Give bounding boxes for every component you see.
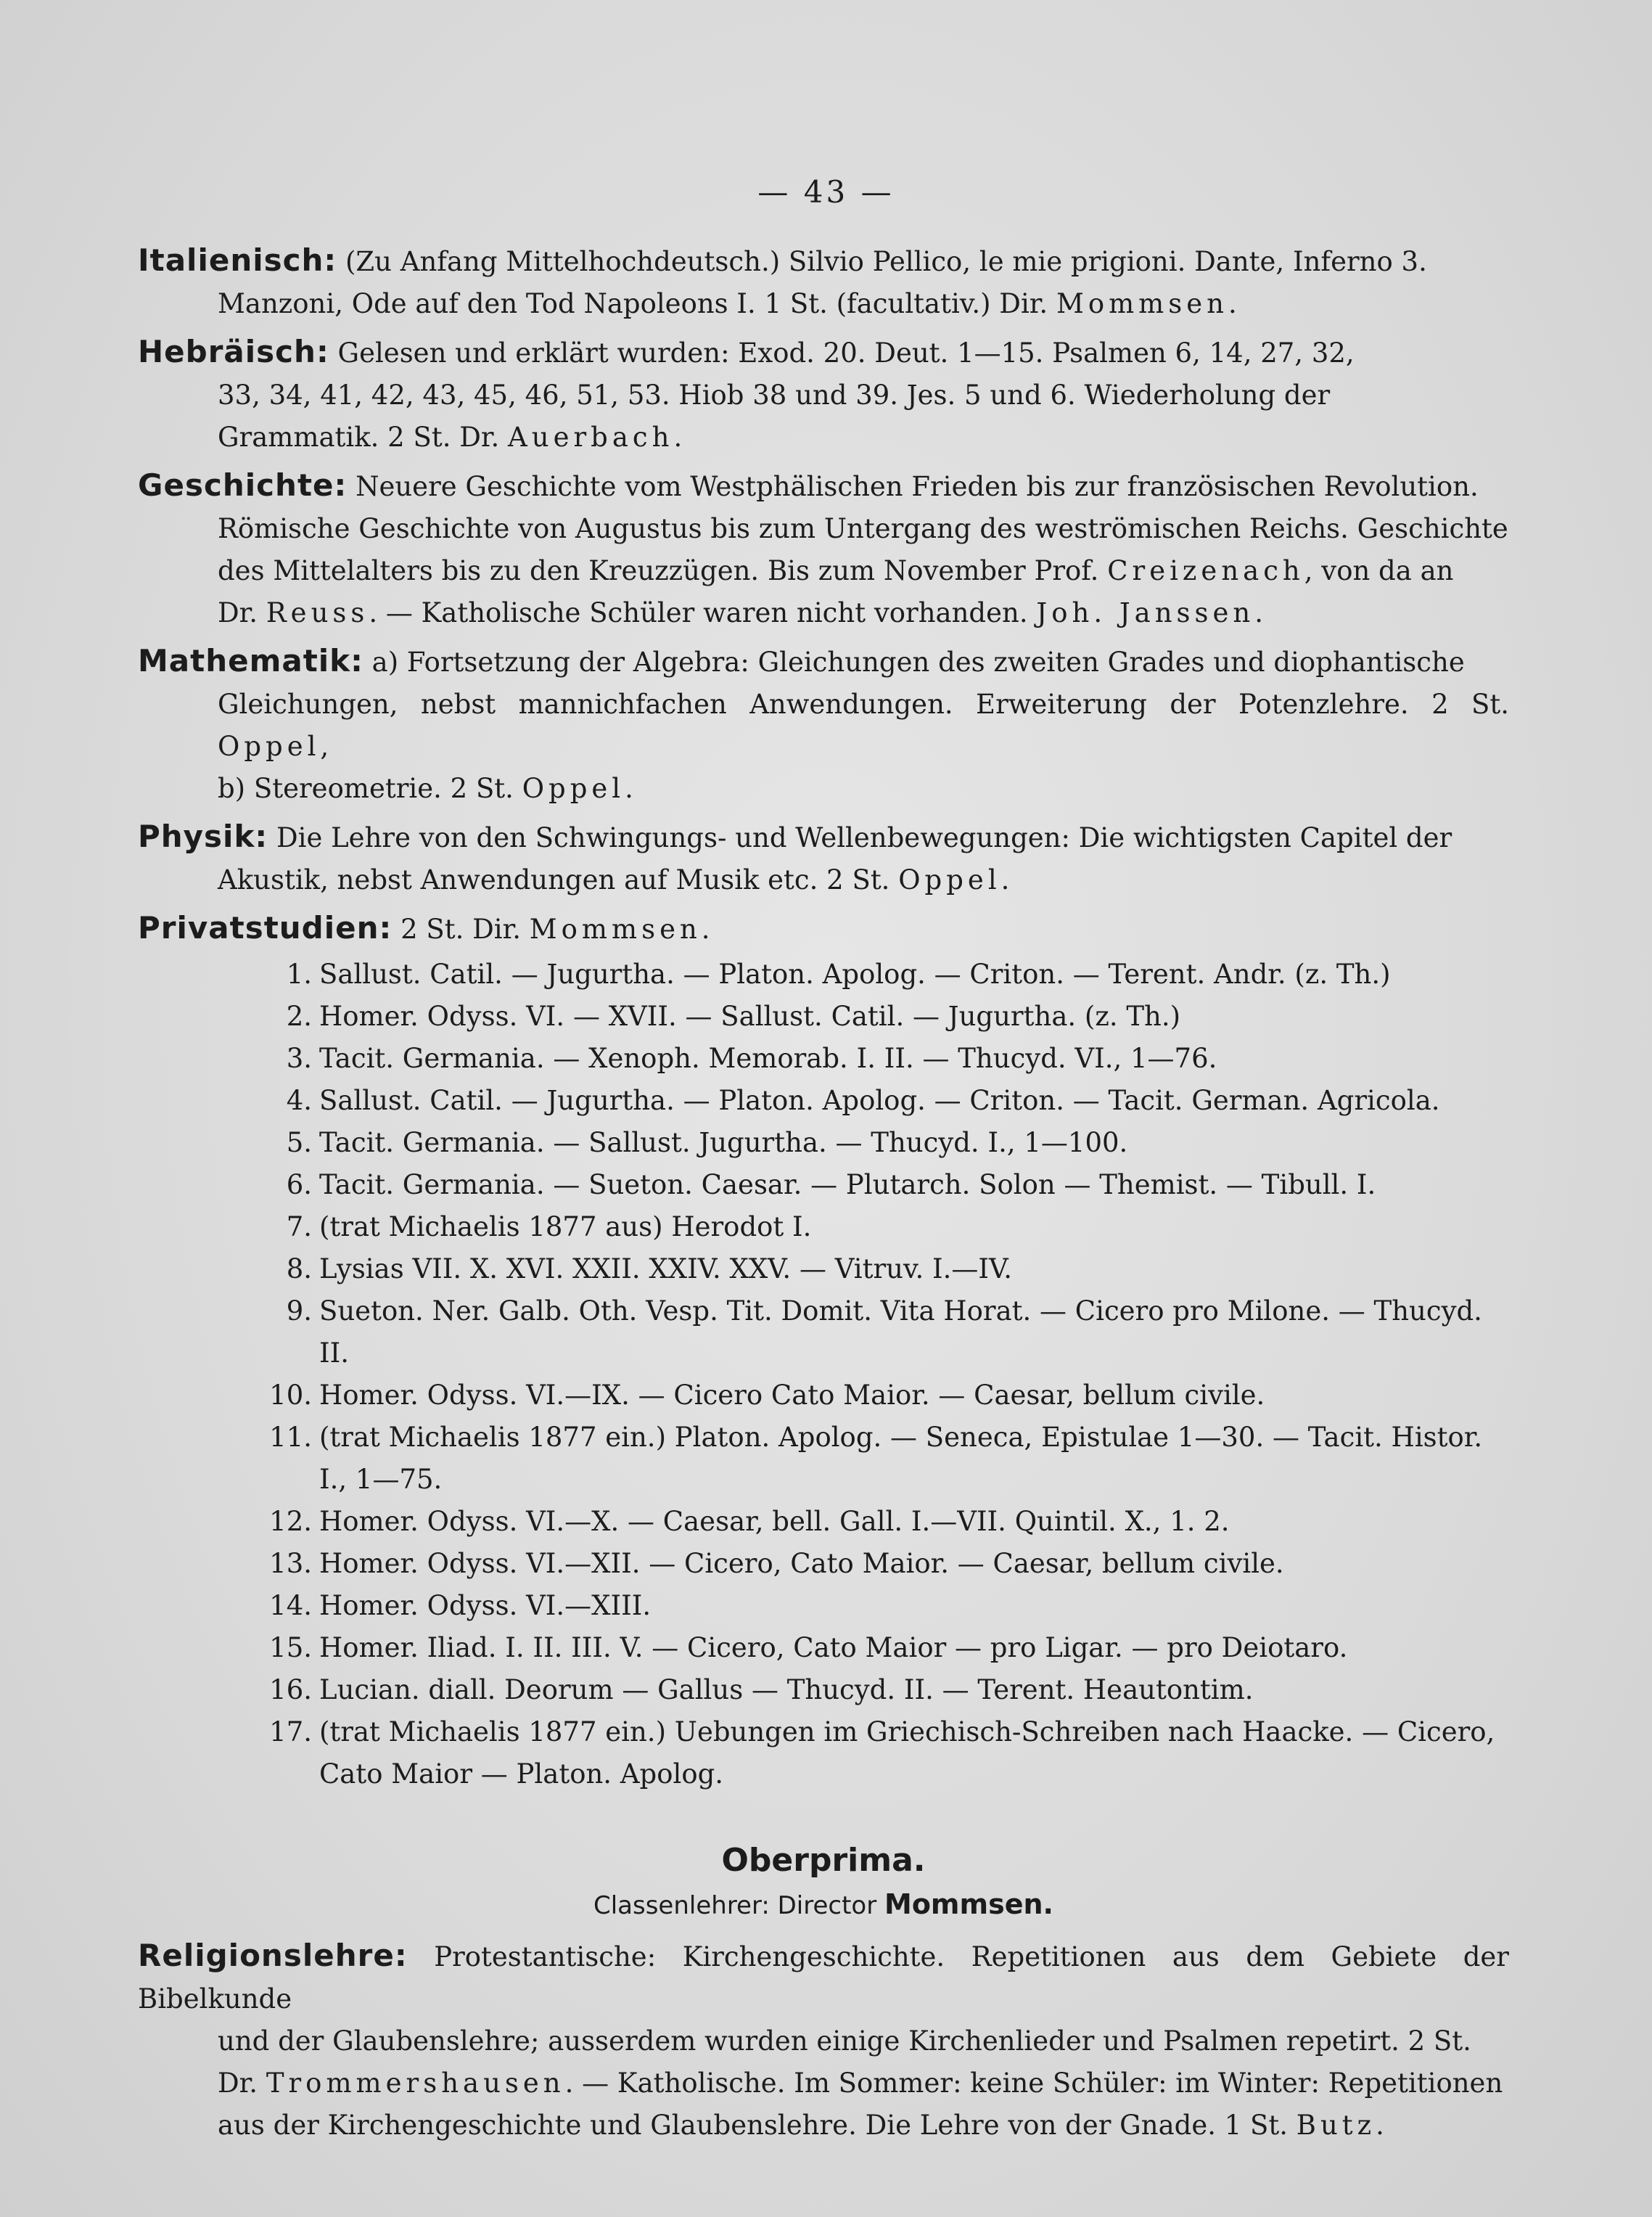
list-item-text: Lucian. diall. Deorum — Gallus — Thucyd. II. — Terent. Heautontim. [319,1674,1254,1705]
teacher-name: Mommsen. [1056,288,1241,319]
list-item-number: 6. [286,1169,312,1200]
physik-text-2: Akustik, nebst Anwendungen auf Musik etc. 2 St. [218,864,899,896]
list-item-number: 15. [269,1632,312,1663]
list-item-number: 11. [269,1422,312,1453]
list-item [138,1122,1509,1164]
list-item-text: (trat Michaelis 1877 ein.) Platon. Apolog. — Seneca, Epistulae 1—30. — Tacit. Histor. I., 1—75. [319,1422,1483,1495]
hebraeisch-cont-2 [138,417,1509,459]
mathematik-cont-1 [138,684,1509,768]
list-item-number: 3. [286,1043,312,1074]
religionslehre-cont-2 [138,2062,1509,2105]
religionslehre-text-1: Protestantische: Kirchengeschichte. Repetitionen aus dem Gebiete der Bibelkunde [138,1941,1509,2015]
list-item-text: Lysias VII. X. XVI. XXII. XXIV. XXV. — Vitruv. I.—IV. [319,1253,1013,1284]
list-item-number: 16. [269,1674,312,1705]
list-item [138,1290,1509,1374]
paragraph-geschichte [138,464,1509,634]
teacher-name: Trommershausen [266,2068,565,2099]
subject-label-mathematik: Mathematik: [138,643,363,679]
list-item-text: (trat Michaelis 1877 ein.) Uebungen im Griechisch-Schreiben nach Haacke. — Cicero, Cato Maior — Platon. Apolog. [319,1716,1495,1790]
geschichte-text-1: Neuere Geschichte vom Westphälischen Frieden bis zur französischen Revolution. [356,471,1479,502]
page-number: — 43 — [757,174,895,210]
list-item-number: 2. [286,1001,312,1032]
subject-label-hebraeisch: Hebräisch: [138,334,329,369]
religionslehre-text-3: Dr. [218,2068,266,2099]
religionslehre-text-5: aus der Kirchengeschichte und Glaubenslehre. Die Lehre von der Gnade. 1 St. [218,2110,1296,2141]
geschichte-text-6: . — Katholische Schüler waren nicht vorhanden. [369,597,1037,628]
italienisch-text-1: (Zu Anfang Mittelhochdeutsch.) Silvio Pellico, le mie prigioni. Dante, Inferno 3. [345,246,1427,277]
geschichte-text-4: , von da an [1304,555,1454,586]
list-item [138,1669,1509,1711]
hebraeisch-cont-1: 33, 34, 41, 42, 43, 45, 46, 51, 53. Hiob 38 und 39. Jes. 5 und 6. Wiederholung der [218,380,1331,411]
list-item-number: 12. [269,1506,312,1537]
hebraeisch-text-3: Grammatik. 2 St. Dr. [218,422,509,453]
italienisch-text-2: Manzoni, Ode auf den Tod Napoleons I. 1 St. (facultativ.) Dir. [218,288,1056,319]
list-item [138,1374,1509,1417]
mathematik-cont-2 [138,768,1509,810]
list-item-text: Tacit. Germania. — Xenoph. Memorab. I. II. — Thucyd. VI., 1—76. [319,1043,1217,1074]
geschichte-cont-2 [138,550,1509,592]
list-item-text: Sallust. Catil. — Jugurtha. — Platon. Apolog. — Criton. — Terent. Andr. (z. Th.) [319,959,1391,990]
teacher-name: Mommsen. [529,914,715,945]
list-item-text: Homer. Odyss. VI.—X. — Caesar, bell. Gall. I.—VII. Quintil. X., 1. 2. [319,1506,1230,1537]
list-item-text: Homer. Odyss. VI.—IX. — Cicero Cato Maior. — Caesar, bellum civile. [319,1380,1265,1411]
physik-cont [138,859,1509,901]
list-item [138,1543,1509,1585]
list-item-text: Homer. Odyss. VI. — XVII. — Sallust. Catil. — Jugurtha. (z. Th.) [319,1001,1181,1032]
list-item [138,954,1509,996]
teacher-name: Butz. [1296,2110,1389,2141]
list-item [138,1417,1509,1501]
teacher-name: Creizenach [1107,555,1304,586]
geschichte-text-3: des Mittelalters bis zu den Kreuzzügen. Bis zum November Prof. [218,555,1108,586]
privatstudien-text: 2 St. Dir. [400,914,530,945]
list-item-number: 9. [286,1295,312,1327]
geschichte-cont-1: Römische Geschichte von Augustus bis zum Untergang des weströmischen Reichs. Geschichte [218,513,1508,544]
subject-label-geschichte: Geschichte: [138,467,348,503]
subject-label-physik: Physik: [138,819,268,854]
class-teacher-prefix: Classenlehrer: Director [593,1891,884,1920]
religionslehre-cont-1: und der Glaubenslehre; ausserdem wurden einige Kirchenlieder und Psalmen repetirt. 2 St. [218,2025,1471,2057]
list-item-text: Sueton. Ner. Galb. Oth. Vesp. Tit. Domit. Vita Horat. — Cicero pro Milone. — Thucyd. II. [319,1295,1482,1369]
list-item [138,1080,1509,1122]
list-item [138,1501,1509,1543]
paragraph-religionslehre [138,1935,1509,2147]
list-item [138,1206,1509,1248]
paragraph-privatstudien [138,907,1509,951]
geschichte-text-5: Dr. [218,597,266,628]
teacher-name: Oppel, [218,731,334,762]
paragraph-hebraeisch [138,331,1509,459]
list-item-number: 13. [269,1548,312,1579]
list-item [138,1585,1509,1627]
list-item [138,1711,1509,1795]
list-item-number: 1. [286,959,312,990]
list-item-text: Homer. Odyss. VI.—XII. — Cicero, Cato Maior. — Caesar, bellum civile. [319,1548,1284,1579]
list-item-text: (trat Michaelis 1877 aus) Herodot I. [319,1211,812,1242]
list-item [138,1038,1509,1080]
list-item [138,996,1509,1038]
teacher-name: Reuss [266,597,369,628]
list-item [138,1164,1509,1206]
list-item [138,1248,1509,1290]
mathematik-text-3: b) Stereometrie. 2 St. [218,773,522,804]
paragraph-italienisch [138,239,1509,325]
list-item-number: 10. [269,1380,312,1411]
list-item [138,1627,1509,1669]
geschichte-cont-3 [138,592,1509,634]
paragraph-physik [138,816,1509,901]
italienisch-cont [138,283,1509,325]
list-item-number: 14. [269,1590,312,1621]
list-item-text: Homer. Iliad. I. II. III. V. — Cicero, Cato Maior — pro Ligar. — pro Deiotaro. [319,1632,1348,1663]
religionslehre-cont-3 [138,2105,1509,2147]
teacher-name: Auerbach. [508,422,687,453]
list-item-text: Tacit. Germania. — Sallust. Jugurtha. — Thucyd. I., 1—100. [319,1127,1128,1158]
teacher-name: Joh. Janssen. [1036,597,1268,628]
list-item-number: 4. [286,1085,312,1116]
mathematik-text-1: a) Fortsetzung der Algebra: Gleichungen des zweiten Grades und diophantische [371,647,1465,678]
subject-label-religionslehre: Religionslehre: [138,1938,408,1973]
religionslehre-text-4: . — Katholische. Im Sommer: keine Schüler: im Winter: Repetitionen [564,2068,1503,2099]
section-title-oberprima: Oberprima. [721,1842,926,1879]
subject-label-privatstudien: Privatstudien: [138,910,393,946]
page-content [138,239,1509,2152]
class-teacher-name: Mommsen. [884,1888,1053,1920]
list-item-text: Tacit. Germania. — Sueton. Caesar. — Plutarch. Solon — Themist. — Tibull. I. [319,1169,1376,1200]
hebraeisch-text-1: Gelesen und erklärt wurden: Exod. 20. Deut. 1—15. Psalmen 6, 14, 27, 32, [337,337,1355,369]
list-item-number: 5. [286,1127,312,1158]
physik-text-1: Die Lehre von den Schwingungs- und Wellenbewegungen: Die wichtigsten Capitel der [276,822,1452,853]
paragraph-mathematik [138,640,1509,810]
mathematik-text-2: Gleichungen, nebst mannichfachen Anwendungen. Erweiterung der Potenzlehre. 2 St. [218,689,1509,720]
list-item-text: Sallust. Catil. — Jugurtha. — Platon. Apolog. — Criton. — Tacit. German. Agricola. [319,1085,1440,1116]
list-item-number: 8. [286,1253,312,1284]
list-item-number: 17. [269,1716,312,1747]
list-item-number: 7. [286,1211,312,1242]
teacher-name: Oppel. [898,864,1014,896]
class-teacher-line [138,1882,1509,1927]
teacher-name: Oppel. [522,773,638,804]
privatstudien-list [138,954,1509,1795]
subject-label-italienisch: Italienisch: [138,242,337,278]
list-item-text: Homer. Odyss. VI.—XIII. [319,1590,652,1621]
